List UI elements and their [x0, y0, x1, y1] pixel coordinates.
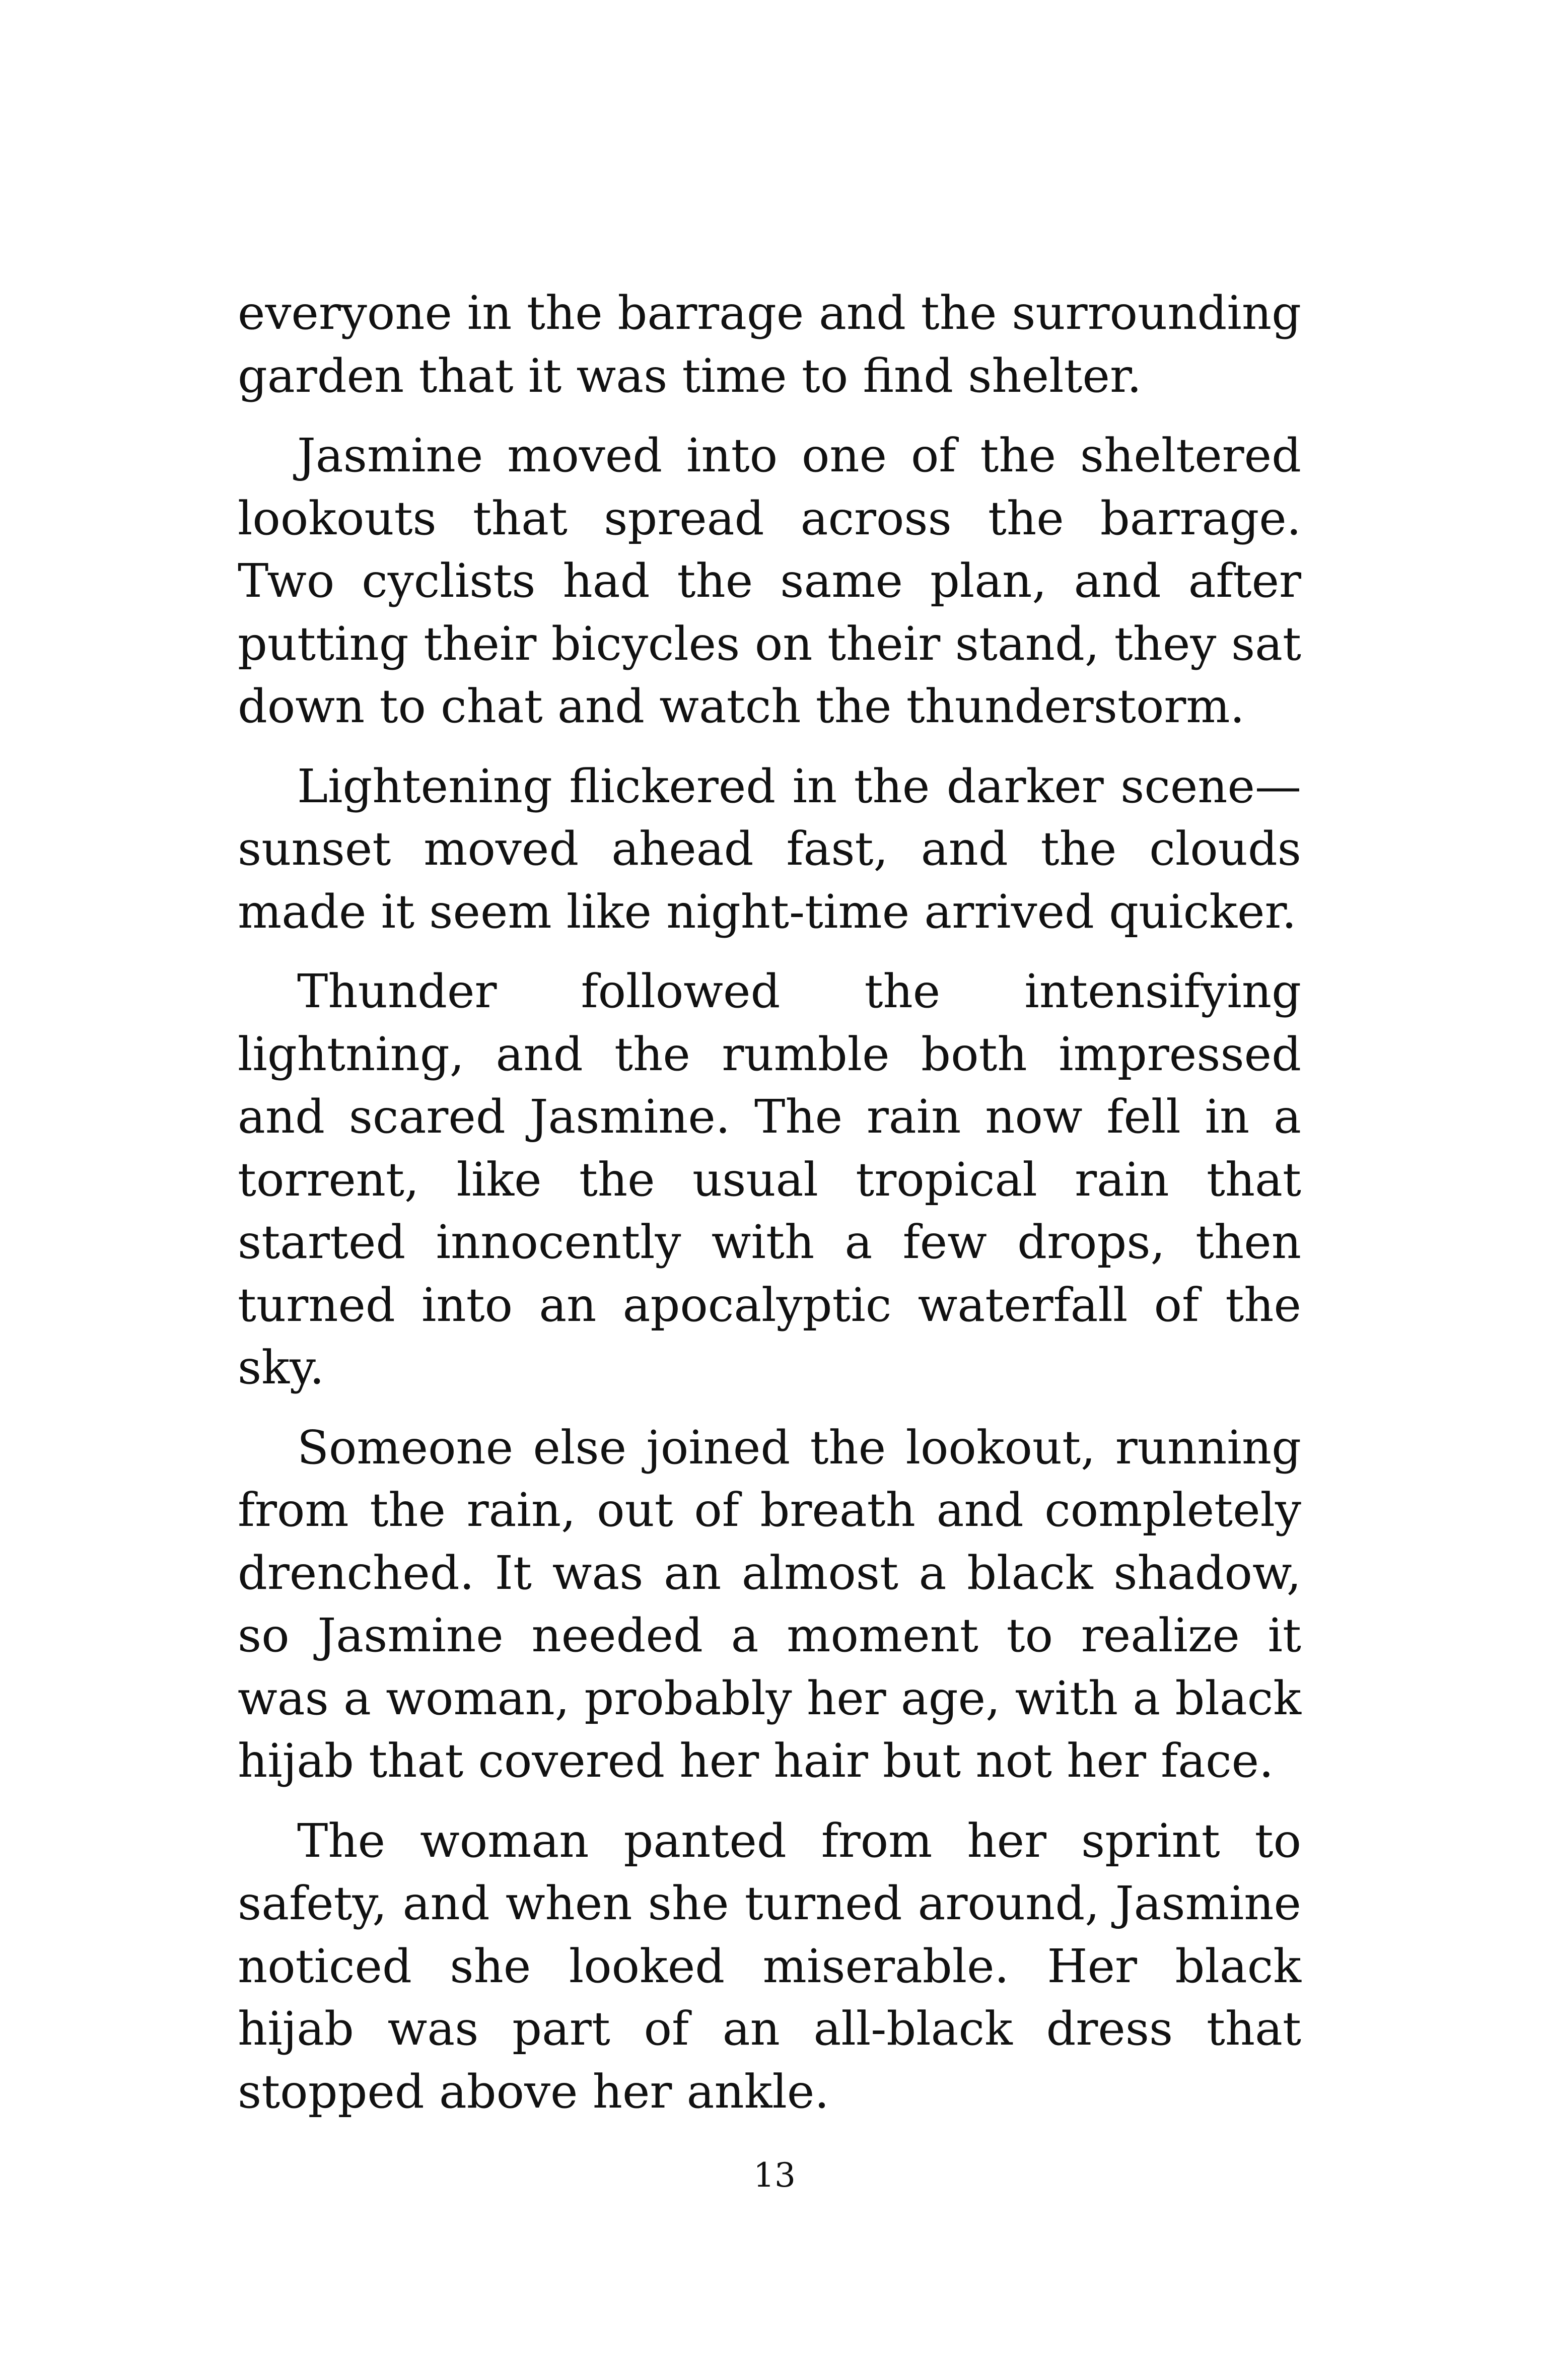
- paragraph-3: Lightening flickered in the darker scene—sunset moved ahead fast, and the clouds made it seem like night-time arrived quicker.: [238, 759, 1301, 939]
- page-number: 13: [753, 2156, 796, 2195]
- paragraph-4: Thunder followed the intensifying lightning, and the rumble both impressed and scared Jasmine. The rain now fell in a torrent, like the usual tropical rain that started innocently with a few drops, then turned into an apocalyptic waterfall of the sky.: [238, 964, 1301, 1394]
- body-text: [238, 282, 1301, 2140]
- paragraph-2: Jasmine moved into one of the sheltered lookouts that spread across the barrage. Two cyclists had the same plan, and after putting their bicycles on their stand, they sat down to chat and watch the thunderstorm.: [238, 429, 1301, 733]
- paragraph-1: everyone in the barrage and the surrounding garden that it was time to find shelter.: [238, 286, 1301, 403]
- paragraph-6: The woman panted from her sprint to safety, and when she turned around, Jasmine noticed she looked miserable. Her black hijab was part of an all-black dress that stopped above her ankle.: [238, 1813, 1301, 2119]
- paragraph-5: Someone else joined the lookout, running from the rain, out of breath and completely drenched. It was an almost a black shadow, so Jasmine needed a moment to realize it was a woman, probably her age, with a black hijab that covered her hair but not her face.: [238, 1420, 1301, 1788]
